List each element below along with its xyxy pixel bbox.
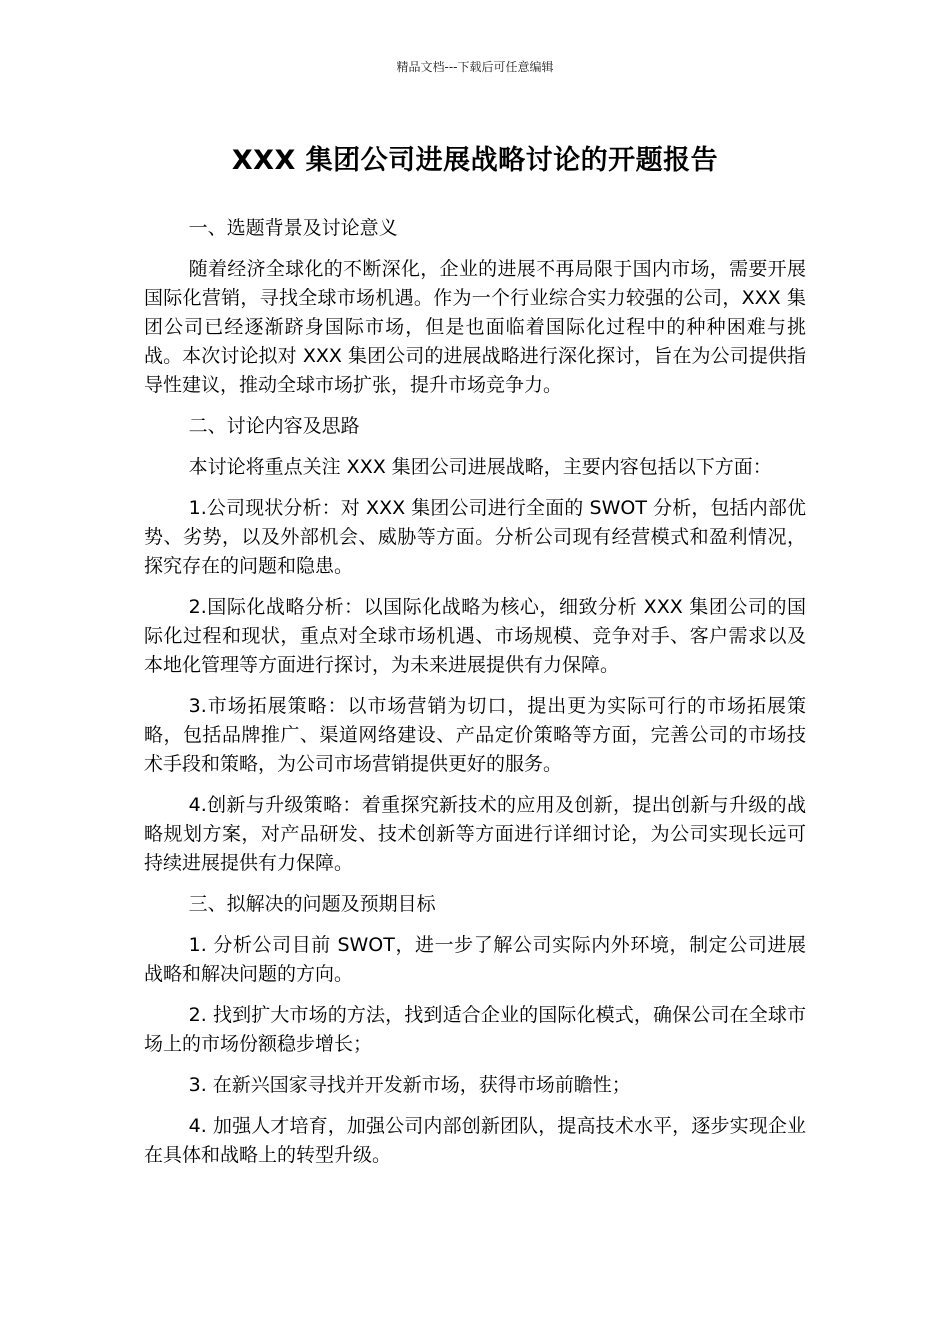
list-item-goal-3: 3. 在新兴国家寻找并开发新市场，获得市场前瞻性；: [188, 1074, 631, 1096]
paragraph-background: 随着经济全球化的不断深化，企业的进展不再局限于国内市场，需要开展国际化营销，寻找全球市场机遇。作为一个行业综合实力较强的公司，XXX 集团公司已经逐渐跻身国际市场，但是也面临着国际化过程中的种种困难与挑战。本次讨论拟对 XXX 集团公司的进展战略进行深化探讨，旨在为公司提供指导性建议，推动全球市场扩张，提升市场竞争力。: [144, 258, 806, 396]
list-item-innovation-upgrade: 4.创新与升级策略：着重探究新技术的应用及创新，提出创新与升级的战略规划方案，对产品研发、技术创新等方面进行详细讨论，为公司实现长远可持续进展提供有力保障。: [144, 794, 806, 874]
page-header-note: 精品文档---下载后可任意编辑: [396, 60, 554, 74]
list-item-market-expansion: 3.市场拓展策略：以市场营销为切口，提出更为实际可行的市场拓展策略，包括品牌推广、渠道网络建设、产品定价策略等方面，完善公司的市场技术手段和策略，为公司市场营销提供更好的服务。: [144, 695, 806, 775]
list-item-goal-1: 1. 分析公司目前 SWOT，进一步了解公司实际内外环境，制定公司进展战略和解决问题的方向。: [144, 934, 806, 985]
section-heading-background: 一、选题背景及讨论意义: [188, 217, 398, 239]
paragraph-content-intro: 本讨论将重点关注 XXX 集团公司进展战略，主要内容包括以下方面：: [188, 456, 772, 478]
list-item-goal-2: 2. 找到扩大市场的方法，找到适合企业的国际化模式，确保公司在全球市场上的市场份额稳步增长；: [144, 1004, 806, 1055]
list-item-status-analysis: 1.公司现状分析：对 XXX 集团公司进行全面的 SWOT 分析，包括内部优势、劣势，以及外部机会、威胁等方面。分析公司现有经营模式和盈利情况，探究存在的问题和隐患。: [144, 497, 806, 577]
document-body: [144, 214, 806, 1182]
list-item-international-strategy: 2.国际化战略分析：以国际化战略为核心，细致分析 XXX 集团公司的国际化过程和现状，重点对全球市场机遇、市场规模、竞争对手、客户需求以及本地化管理等方面进行探讨，为未来进展提供有力保障。: [144, 596, 806, 676]
list-item-goal-4: 4. 加强人才培育，加强公司内部创新团队，提高技术水平，逐步实现企业在具体和战略上的转型升级。: [144, 1115, 806, 1166]
section-heading-content: 二、讨论内容及思路: [188, 415, 360, 437]
document-title: XXX 集团公司进展战略讨论的开题报告: [231, 145, 719, 176]
section-heading-goals: 三、拟解决的问题及预期目标: [188, 893, 436, 915]
